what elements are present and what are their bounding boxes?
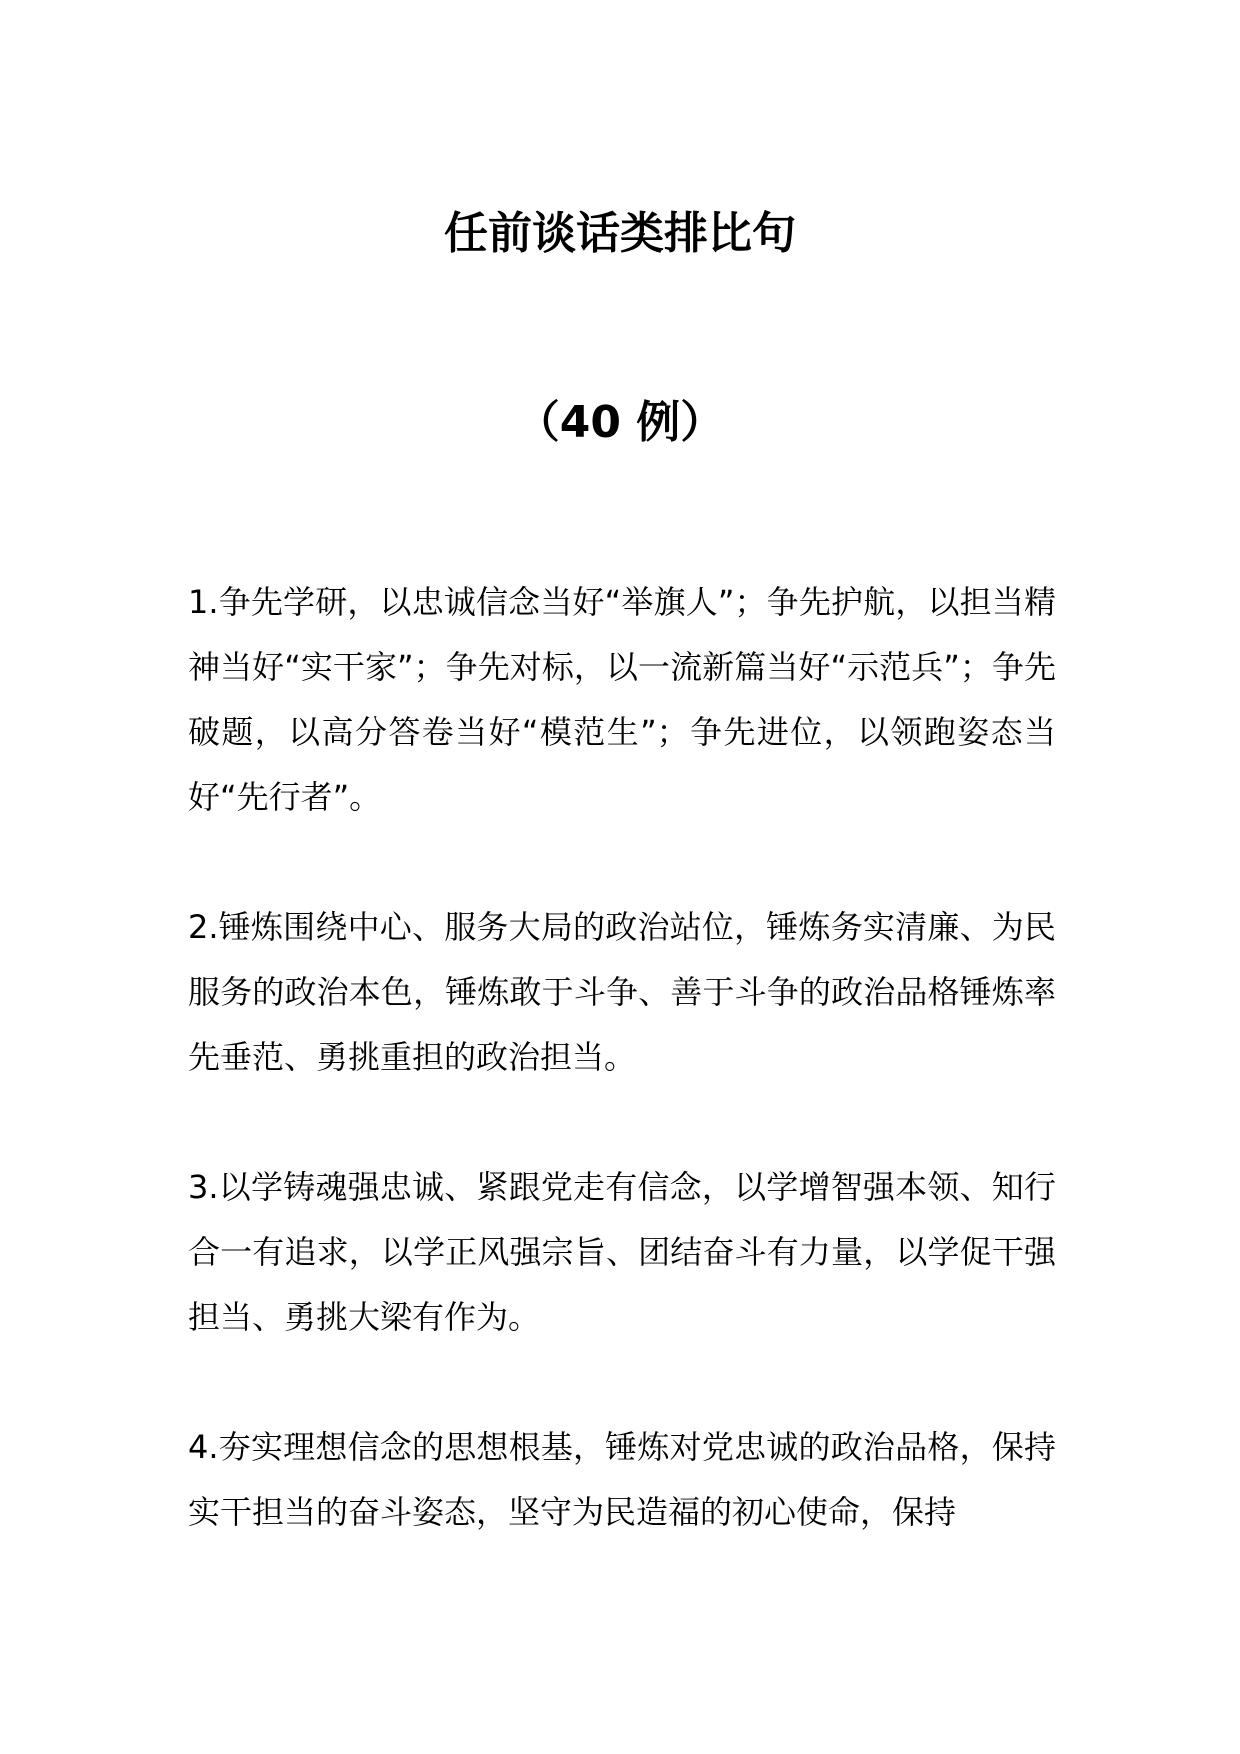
paragraph-2: 2.锤炼围绕中心、服务大局的政治站位，锤炼务实清廉、为民服务的政治本色，锤炼敢于斗争、善于斗争的政治品格锤炼率先垂范、勇挑重担的政治担当。: [188, 908, 1056, 1076]
document-title: 任前谈话类排比句: [444, 208, 796, 259]
paragraph-3: 3.以学铸魂强忠诚、紧跟党走有信念，以学增智强本领、知行合一有追求，以学正风强宗旨、团结奋斗有力量，以学促干强担当、勇挑大梁有作为。: [188, 1168, 1056, 1336]
paragraph-1: 1.争先学研，以忠诚信念当好“举旗人”；争先护航，以担当精神当好“实干家”；争先对标，以一流新篇当好“示范兵”；争先破题，以高分答卷当好“模范生”；争先进位，以领跑姿态当好“先行者”。: [188, 583, 1056, 816]
document-subtitle: （40 例）: [515, 397, 725, 448]
paragraph-4: 4.夯实理想信念的思想根基，锤炼对党忠诚的政治品格，保持实干担当的奋斗姿态，坚守为民造福的初心使命，保持: [188, 1428, 1056, 1531]
